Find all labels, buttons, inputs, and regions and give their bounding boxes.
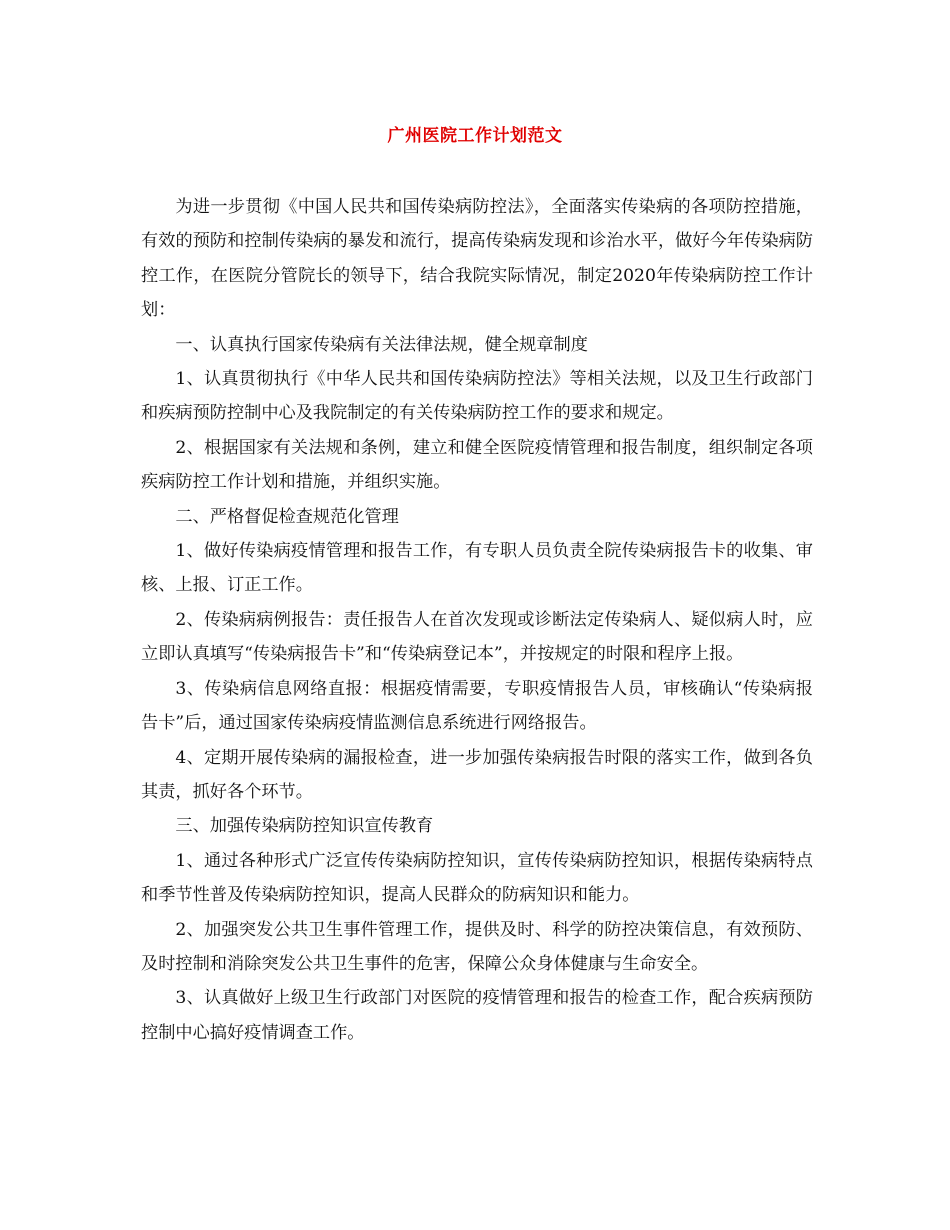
section-heading-1: 一、认真执行国家传染病有关法律法规，健全规章制度 <box>175 334 588 355</box>
paragraph: 3、传染病信息网络直报：根据疫情需要，专职疫情报告人员，审核确认“传染病报告卡”后，通过国家传染病疫情监测信息系统进行网络报告。 <box>141 678 813 734</box>
paragraph: 2、加强突发公共卫生事件管理工作，提供及时、科学的防控决策信息，有效预防、及时控制和消除突发公共卫生事件的危害，保障公众身体健康与生命安全。 <box>141 919 813 974</box>
section-heading-2: 二、严格督促检查规范化管理 <box>175 506 399 527</box>
paragraph: 2、根据国家有关法规和条例，建立和健全医院疫情管理和报告制度，组织制定各项疾病防控工作计划和措施，并组织实施。 <box>141 437 813 493</box>
paragraph: 1、做好传染病疫情管理和报告工作，有专职人员负责全院传染病报告卡的收集、审核、上报、订正工作。 <box>141 541 813 596</box>
paragraph: 2、传染病病例报告：责任报告人在首次发现或诊断法定传染病人、疑似病人时，应立即认真填写“传染病报告卡”和“传染病登记本”，并按规定的时限和程序上报。 <box>141 609 813 665</box>
paragraph: 1、认真贯彻执行《中华人民共和国传染病防控法》等相关法规，以及卫生行政部门和疾病预防控制中心及我院制定的有关传染病防控工作的要求和规定。 <box>141 369 813 424</box>
paragraph: 1、通过各种形式广泛宣传传染病防控知识，宣传传染病防控知识，根据传染病特点和季节性普及传染病防控知识，提高人民群众的防病知识和能力。 <box>141 850 813 906</box>
paragraph: 4、定期开展传染病的漏报检查，进一步加强传染病报告时限的落实工作，做到各负其责，抓好各个环节。 <box>141 747 813 802</box>
paragraph: 3、认真做好上级卫生行政部门对医院的疫情管理和报告的检查工作，配合疾病预防控制中心搞好疫情调查工作。 <box>141 988 813 1043</box>
document-title: 广州医院工作计划范文 <box>387 126 563 146</box>
paragraph-intro: 为进一步贯彻《中国人民共和国传染病防控法》，全面落实传染病的各项防控措施，有效的预防和控制传染病的暴发和流行，提高传染病发现和诊治水平，做好今年传染病防控工作，在医院分管院长的领导下，结合我院实际情况，制定2020年传染病防控工作计划： <box>141 197 813 321</box>
document-body <box>141 190 813 1050</box>
section-heading-3: 三、加强传染病防控知识宣传教育 <box>175 816 434 837</box>
